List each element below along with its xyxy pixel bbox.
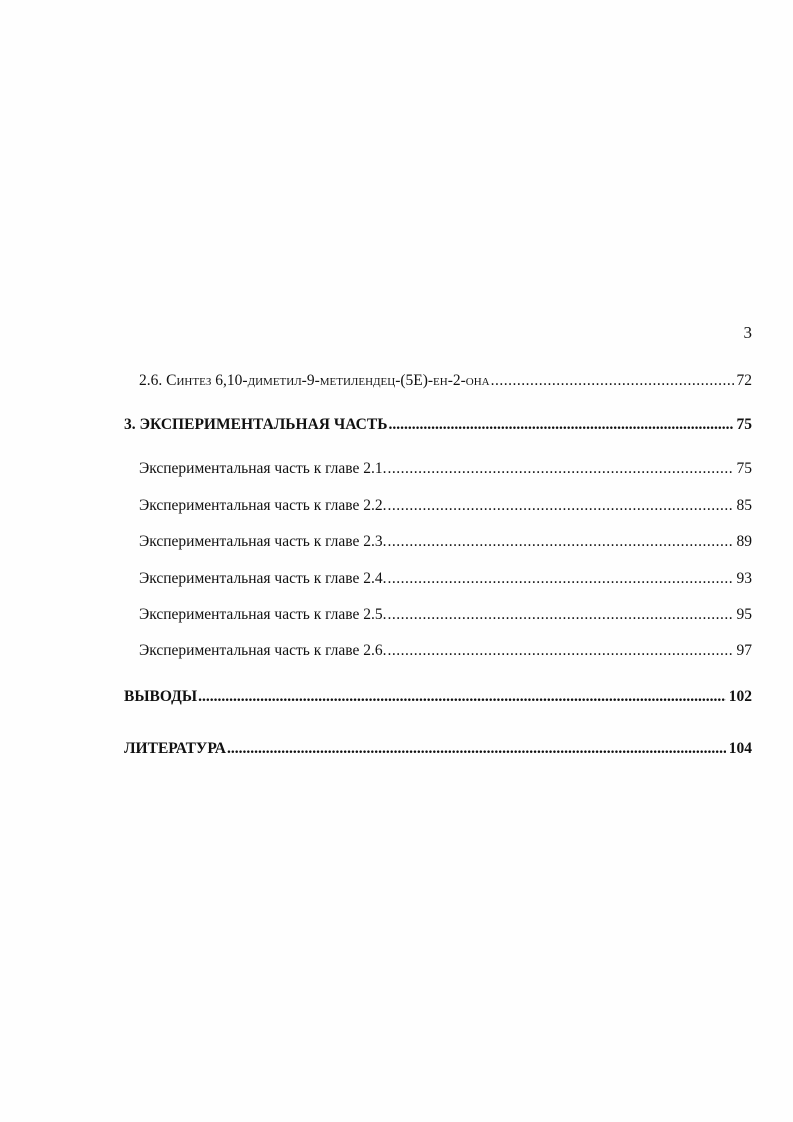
toc-dot-leader [388, 497, 734, 515]
toc-entry-page: 72 [736, 372, 752, 389]
toc-entry-conclusions [124, 688, 752, 706]
toc-entry-exp-2-5 [139, 606, 752, 624]
toc-entry-prefix: 3. [124, 416, 140, 433]
toc-entry-page: 93 [736, 570, 752, 587]
toc-entry-page: 104 [728, 740, 752, 757]
toc-dot-leader [388, 642, 734, 660]
toc-entry-exp-2-3 [139, 533, 752, 551]
toc-entry-3 [124, 416, 752, 434]
toc-dot-leader [388, 533, 734, 551]
toc-entry-page: 97 [736, 642, 752, 659]
toc-entry-page: 75 [736, 460, 752, 477]
page-number: 3 [743, 323, 752, 342]
toc-dot-leader [198, 688, 726, 706]
toc-entry-title [124, 416, 388, 434]
toc-entry-text: Экспериментальная часть к главе 2.6. [139, 642, 387, 659]
toc-entry-exp-2-2 [139, 497, 752, 515]
toc-entry-text: ЛИТЕРАТУРА [124, 740, 226, 757]
toc-entry-text: ВЫВОДЫ [124, 688, 198, 705]
toc-entry-text: ЭКСПЕРИМЕНТАЛЬНАЯ ЧАСТЬ [139, 416, 388, 433]
toc-entry-text: Синтез 6,10-диметил-9-метилендец-(5E)-ен-2-она [166, 372, 490, 389]
toc-dot-leader [491, 372, 734, 390]
toc-dot-leader [388, 606, 734, 624]
toc-entry-text: Экспериментальная часть к главе 2.4. [139, 570, 387, 587]
toc-entry-page: 89 [736, 533, 752, 550]
toc-entry-page: 75 [736, 416, 752, 433]
toc-entry-2-6 [139, 372, 752, 390]
toc-entry-page: 85 [736, 497, 752, 514]
toc-dot-leader [388, 460, 734, 478]
toc-dot-leader [388, 570, 734, 588]
toc-entry-exp-2-6 [139, 642, 752, 660]
toc-entry-exp-2-4 [139, 570, 752, 588]
toc-dot-leader [227, 740, 726, 758]
toc-entry-exp-2-1 [139, 460, 752, 478]
toc-entry-text: Экспериментальная часть к главе 2.2. [139, 497, 387, 514]
toc-entry-text: Экспериментальная часть к главе 2.3. [139, 533, 387, 550]
toc-entry-page: 95 [736, 606, 752, 623]
toc-entry-prefix: 2.6. [139, 372, 167, 389]
toc-entry-page: 102 [728, 688, 752, 705]
toc-entry-text: Экспериментальная часть к главе 2.1. [139, 460, 387, 477]
toc-dot-leader [388, 416, 733, 434]
toc-entry-text: Экспериментальная часть к главе 2.5. [139, 606, 387, 623]
toc-entry-literature [124, 740, 752, 758]
toc-entry-title [139, 372, 491, 390]
